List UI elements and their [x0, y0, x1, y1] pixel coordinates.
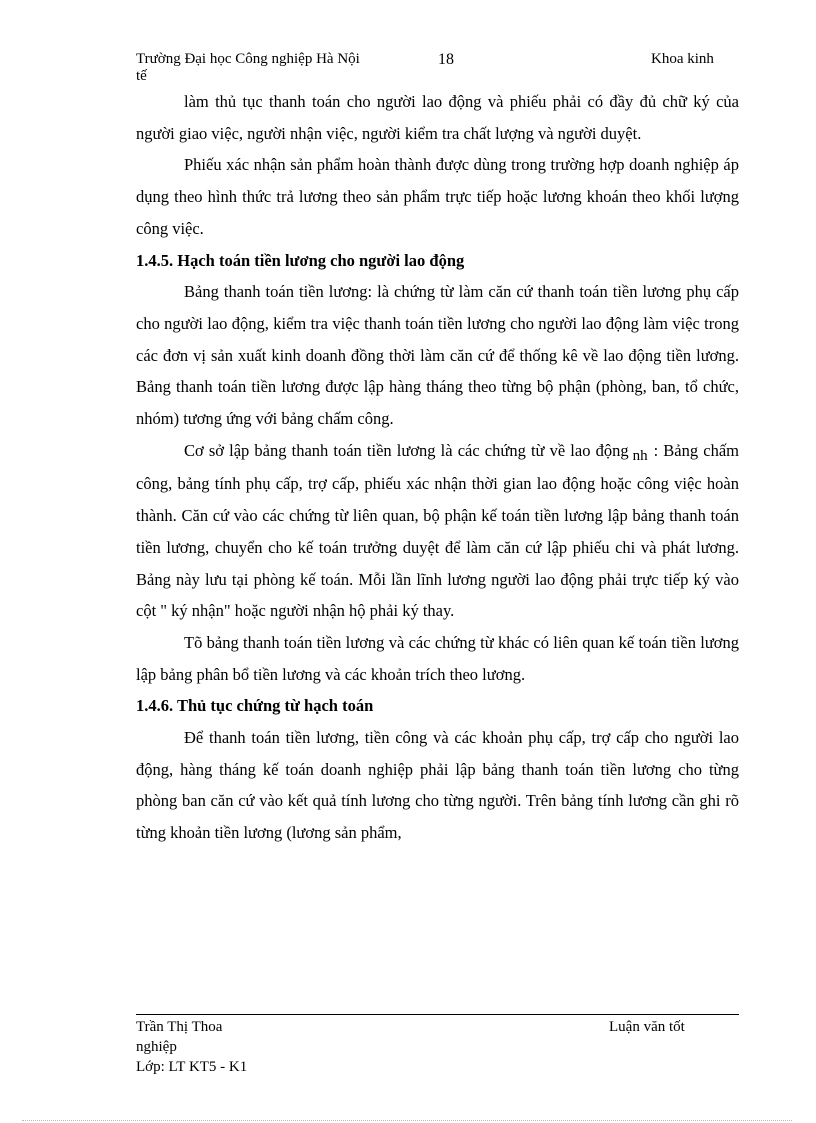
- header-faculty: Khoa kinh: [651, 51, 714, 67]
- paragraph-text: : Bảng chấm công, bảng tính phụ cấp, trợ cấp, phiếu xác nhận thời gian lao động hoặc công việc hoàn thành. Căn cứ vào các chứng từ liên quan, bộ phận kế toán tiền lương lập bảng thanh toán tiền lương, chuyển cho kế toán trưởng duyệt để làm căn cứ lập phiếu chi và phát lương. Bảng này lưu tại phòng kế toán. Mỗi lần lĩnh lương người lao động phải trực tiếp ký vào cột " ký nhận" hoặc người nhận hộ phải ký thay.: [136, 440, 739, 621]
- page-number: 18: [438, 51, 454, 68]
- section-heading: 1.4.5. Hạch toán tiền lương cho người lao động: [136, 250, 465, 270]
- stray-text: nh: [632, 447, 648, 464]
- paragraph: [136, 435, 739, 627]
- page-bottom-border: [22, 1120, 792, 1121]
- section-heading: 1.4.6. Thủ tục chứng từ hạch toán: [136, 696, 374, 716]
- paragraph: Bảng thanh toán tiền lương: là chứng từ làm căn cứ thanh toán tiền lương phụ cấp cho người lao động, kiểm tra việc thanh toán tiền lương cho người lao động làm việc trong các đơn vị sản xuất kinh doanh đồng thời làm căn cứ để thống kê về lao động tiền lương. Bảng thanh toán tiền lương được lập hàng tháng theo từng bộ phận (phòng, ban, tổ chức, nhóm) tương ứng với bảng chấm công.: [136, 282, 739, 429]
- footer-thesis: Luận văn tốt: [609, 1019, 685, 1035]
- footer-divider: [136, 1014, 739, 1015]
- paragraph-text: Cơ sở lập bảng thanh toán tiền lương là các chứng từ về lao động: [184, 440, 629, 460]
- footer-author: Trần Thị Thoa: [136, 1019, 223, 1035]
- paragraph: Để thanh toán tiền lương, tiền công và các khoản phụ cấp, trợ cấp cho người lao động, hàng tháng kế toán doanh nghiệp phải lập bảng thanh toán tiền lương cho từng phòng ban căn cứ vào kết quả tính lương cho từng người. Trên bảng tính lương cần ghi rõ từng khoản tiền lương (lương sản phẩm,: [136, 728, 739, 843]
- footer-thesis-wrap: nghiệp: [136, 1039, 177, 1055]
- paragraph: làm thủ tục thanh toán cho người lao động và phiếu phải có đầy đủ chữ ký của người giao việc, người nhận việc, người kiểm tra chất lượng và người duyệt.: [136, 92, 739, 143]
- header-school: Trường Đại học Công nghiệp Hà Nội: [136, 51, 360, 67]
- paragraph: Tõ bảng thanh toán tiền lương và các chứng từ khác có liên quan kế toán tiền lương lập bảng phân bổ tiền lương và các khoản trích theo lương.: [136, 632, 739, 684]
- document-body: [136, 86, 739, 849]
- header-faculty-wrap: tế: [136, 68, 147, 84]
- footer-class: Lớp: LT KT5 - K1: [136, 1059, 248, 1075]
- paragraph: Phiếu xác nhận sản phẩm hoàn thành được dùng trong trường hợp doanh nghiệp áp dụng theo hình thức trả lương theo sản phẩm trực tiếp hoặc lương khoán theo khối lượng công việc.: [136, 155, 739, 238]
